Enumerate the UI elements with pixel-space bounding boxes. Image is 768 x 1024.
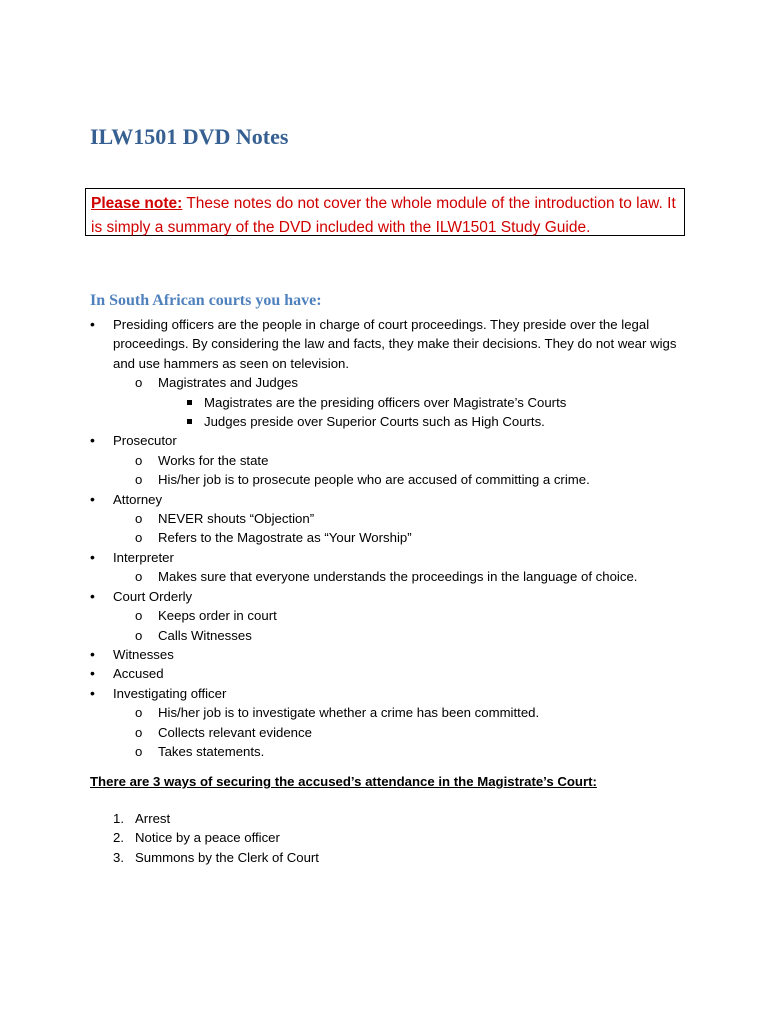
sub-sub-list-item: Magistrates are the presiding officers over Magistrate’s Courts [158,393,690,412]
sub-list-item: o Takes statements. [113,742,690,761]
attendance-heading: There are 3 ways of securing the accused’s attendance in the Magistrate’s Court: [90,774,597,789]
court-roles-list [90,315,690,761]
sub-list [113,606,690,645]
list-item-text: Accused [113,666,164,682]
section-heading: In South African courts you have: [90,292,322,309]
sub-list [113,703,690,761]
sub-list-item: o His/her job is to prosecute people who are accused of committing a crime. [113,470,690,489]
sub-list [113,373,690,431]
list-item-text: Presiding officers are the people in charge of court proceedings. They preside over the legal proceedings. By considering the law and facts, they make their decisions. They do not wear wigs and use hammers as seen on television. [113,317,677,371]
list-item [90,684,690,762]
list-item-text: Investigating officer [113,685,227,701]
sub-list-item [113,373,690,431]
sub-list [113,451,690,490]
numbered-list-item [90,848,319,867]
numbered-list-item-text: Summons by the Clerk of Court [135,849,319,865]
list-item-text: Interpreter [113,549,174,565]
sub-list-item: o Works for the state [113,451,690,470]
list-item [90,431,690,489]
numbered-list-item [90,809,319,828]
note-box [85,188,685,236]
numbered-list-item-text: Arrest [135,811,171,826]
list-item-text: Attorney [113,491,163,507]
note-text: These notes do not cover the whole module of the introduction to law. It is simply a summary of the DVD included with the ILW1501 Study Guide. [91,195,676,236]
sub-sub-list-item: Judges preside over Superior Courts such as High Courts. [158,412,690,431]
list-number: 3. [113,849,124,865]
sub-list-item: o Makes sure that everyone understands the proceedings in the language of choice. [113,567,690,586]
sub-list-item-text: Magistrates and Judges [158,375,299,391]
sub-list [113,509,690,548]
sub-list-item: o Calls Witnesses [113,626,690,645]
sub-list-item: o Keeps order in court [113,606,690,625]
list-item-text: Prosecutor [113,433,177,449]
list-item [90,548,690,587]
list-item-text: Court Orderly [113,588,193,604]
note-label: Please note: [91,195,183,212]
numbered-list-item [90,828,319,847]
list-item [90,664,690,683]
list-number: 2. [113,830,124,846]
list-item [90,490,690,548]
sub-sub-list [158,393,690,432]
sub-list [113,567,690,586]
list-number: 1. [113,811,124,826]
sub-list-item: o His/her job is to investigate whether a crime has been committed. [113,703,690,722]
sub-list-item: o Collects relevant evidence [113,723,690,742]
attendance-ways-list [90,809,319,867]
list-item [90,587,690,645]
list-item [90,315,690,431]
sub-list-item: o Refers to the Magostrate as “Your Worship” [113,528,690,547]
numbered-list-item-text: Notice by a peace officer [135,830,280,846]
document-title: ILW1501 DVD Notes [90,124,289,149]
sub-list-item: o NEVER shouts “Objection” [113,509,690,528]
list-item-text: Witnesses [113,646,174,662]
list-item [90,645,690,664]
